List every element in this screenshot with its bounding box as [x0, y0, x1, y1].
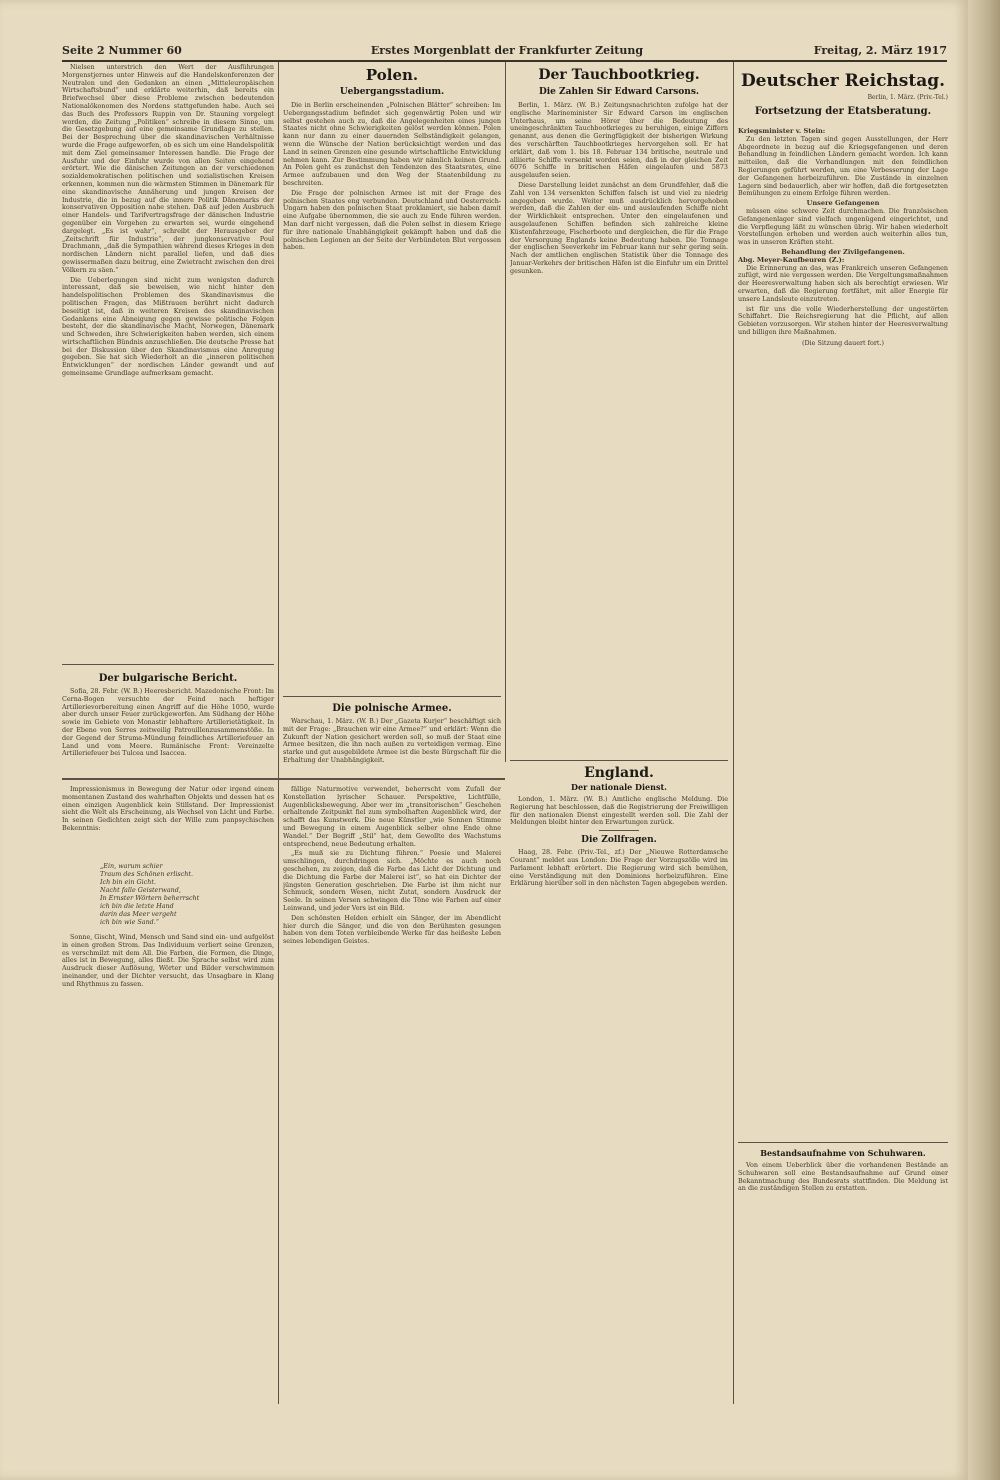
article-reichstag [738, 128, 948, 928]
article-subheading: Der nationale Dienst. [571, 782, 667, 792]
feuilleton-text [283, 786, 501, 1404]
article-polen [283, 102, 501, 682]
poem-line: Traum des Schönen erlischt. [100, 870, 193, 878]
article-subheading: Die Zahlen Sir Edward Carsons. [538, 87, 700, 97]
article-heading: Die Zollfragen. [581, 835, 657, 846]
article-subheading: Uebergangsstadium. [339, 87, 445, 97]
poem [100, 862, 270, 926]
article-paragraph: Haag, 28. Febr. (Priv.-Tel., zf.) Der „Nieuwe Rotterdamsche Courant“ meldet aus London: Die Frage der Vorzugszölle wird im Parlament lebhaft erörtert. Die Regierung wird sich bemühen, eine Verständigung mit den Dominions herbeizuführen. Eine Erklärung hierüber soll in den nächsten Tagen abgegeben werden. [510, 848, 728, 888]
article-bulgarian-report [62, 672, 274, 772]
article-paragraph: London, 1. März. (W. B.) Amtliche englische Meldung. Die Regierung hat beschlossen, daß die Registrierung der Freiwilligen für den nationalen Dienst eingestellt werden soll. Die Zahl der Meldungen bleibt hinter den Erwartungen zurück. [510, 795, 728, 827]
column-rule [278, 62, 279, 1404]
article-skandinavismus [62, 64, 274, 614]
newspaper-title: Erstes Morgenblatt der Frankfurter Zeitung [370, 44, 644, 57]
article-paragraph: Diese Darstellung leidet zunächst an dem Grundfehler, daß die Zahl von 134 versenkten Schiffen falsch ist und viel zu niedrig angegeben wurde. Weiter muß ausdrücklich hervorgehoben werden, daß die Zahlen der ein- und auslaufenden Schiffe nicht der Wirklichkeit entsprechen. Unter den eingelaufenen und ausgelaufenen Schiffen befinden sich zahlreiche kleine Küstenfahrzeuge, Fischerboote und dergleichen, die für die Frage der Versorgung Englands keine Bedeutung haben. Die Tonnage der englischen Seeverkehr im Februar kann nur sehr gering sein. Nach der amtlichen englischen Statistik über die Tonnage des Januar-Verkehrs der britischen Häfen ist die Einfuhr um ein Drittel gesunken. [510, 180, 728, 275]
section-rule [283, 696, 501, 697]
feuilleton-text [62, 934, 274, 1404]
poem-line: ich bin die letzte Hand [100, 902, 174, 910]
feuilleton-paragraph: „Es muß sie zu Dichtung führen.“ Poesie und Malerei umschlingen, durchdringen sich. „Möchte es auch noch geschehen, zu zeigen, daß die Farbe das Licht der Dichtung und die Dichtung die Farbe der Malerei ist“, so hat ein Dichter der jüngsten Generation geschrieben. Die Farbe ist ihm nicht nur Schmuck, sondern Wesen, nicht Zutat, sondern Ausdruck der Seele. In seinen Versen schwingen die Töne wie Farben auf einer Leinwand, und jeder Vers ist ein Bild. [283, 849, 501, 912]
poem-line: Nacht falle Geisterwand, [100, 886, 181, 894]
article-paragraph: Warschau, 1. März. (W. B.) Der „Gazeta Kurjer“ beschäftigt sich mit der Frage: „Brauchen wir eine Armee?“ und erklärt: Wenn die Zukunft der Nation gesichert werden soll, so muß der Staat eine Armee besitzen, die ihn nach außen zu verteidigen vermag. Eine starke und gut ausgebildete Armee ist die beste Bürgschaft für die Erhaltung der Unabhängigkeit. [283, 717, 501, 764]
speaker-name: Kriegsminister v. Stein: [738, 128, 826, 135]
article-paragraph: Von einem Ueberblick über die vorhandenen Bestände an Schuhwaren soll eine Bestandsaufnahme auf Grund einer Bekanntmachung des Bundesrats stattfinden. Die Meldung ist an die zuständigen Stellen zu erstatten. [738, 1161, 948, 1193]
dateline: Berlin, 1. März. (Priv.-Tel.) [867, 94, 948, 101]
section-subheading: Unsere Gefangenen [806, 199, 880, 208]
feuilleton-paragraph: Sonne, Gischt, Wind, Mensch und Sand sind ein- und aufgelöst in einen großen Strom. Das Individuum verliert seine Grenzen, es verschmilzt mit dem All. Die Farben, die Formen, die Dinge, alles ist in Bewegung, alles fließt. Die Sprache selbst wird zum Ausdruck dieser Auflösung, Wörter und Bilder verschwimmen ineinander, und der Dichter versucht, das Unsagbare in Klang und Rhythmus zu fassen. [62, 934, 274, 988]
page-number: Seite 2 Nummer 60 [62, 44, 182, 57]
article-heading: Deutscher Reichstag. [740, 71, 946, 91]
feuilleton-paragraph: fällige Naturmotive verwendet, beherrscht vom Zufall der Konstellation lyrischer Schauer. Perspektive, Lichtfülle, Augenblicksbewegung. Aber wer im „transitorischen“ Geschehen erhaltende Zeitpunkt fiel zum symbolhaften Augenblick wird, der schafft das Kunstwerk. Die neue Künstler „wie Sonnen Stimme und Bewegung in einem Augenblick selber ohne Ende ohne Wandel.“ Der Begriff „Stil“ hat, dem Gewollte des Wachstums entsprechend, neue Bedeutung erhalten. [283, 786, 501, 848]
article-paragraph: Nielsen unterstrich den Wert der Ausführungen Morgenstjernes unter Hinweis auf die Handelskonferenzen der Neutralen und den Gedanken an einen „Mitteleuropäischen Wirtschaftsbund“ und erklärte weiterhin, daß bereits ein Briefwechsel über diese Probleme zwischen bedeutenden Nationalökonomen des Nordens stattgefunden habe. Auch sei das Buch des Professors Ruppin von Dr. Stauning vorgelegt worden, die Zeitung „Politiken“ schreibe in diesem Sinne, um die Gesetzgebung auf eine gemeinsame Grundlage zu stellen. Bei der Besprechung über die skandinavischen Verhältnisse wurde die Frage aufgeworfen, ob es sich um eine Handelspolitik mit dem Ziel gemeinsamer Interessen handle. Die Frage der Ausfuhr und der Einfuhr wurde von allen Seiten eingehend erörtert. Wie die dänischen Zeitungen an der verschiedenen sozialdemokratischen politischen und sozialistischen Kreisen erkennen, kommen nun die wärmsten Stimmen in Dänemark für eine skandinavische Annäherung und jungen Kreisen der Industrie, die in bezug auf die innere Politik Dänemarks der konservativen Opposition nahe stehen. Daß auf jeden Ausbruch einer Handels- und Tarifvertragsfrage der dänischen Industrie gegenüber ein Vorgehen zu erwarten sei, wurde eingehend dargelegt. „Es ist wahr“, schreibt der Herausgeber der „Zeitschrift für Industrie“, der jungkonservative Poul Drachmann, „daß die Sympathien während dieses Krieges in den nordischen Ländern nicht parallel liefen, und daß dies gewissermaßen dazu beitrug, eine Zwietracht zwischen den drei Völkern zu säen.“ [62, 64, 274, 274]
article-subheading: Fortsetzung der Etatsberatung. [754, 105, 932, 117]
article-polish-army [283, 702, 501, 768]
article-schuhwaren [738, 1148, 948, 1398]
article-paragraph: Die Erinnerung an das, was Frankreich unseren Gefangenen zufügt, wird nie vergessen werden. Die Vergeltungsmaßnahmen der Heeresverwaltung haben sich als berechtigt erwiesen. Wir erwarten, daß die Regierung fortfährt, mit aller Energie für unsere Landsleute einzutreten. [738, 263, 948, 303]
speaker-name: Abg. Meyer-Kaufbeuren (Z.): [738, 255, 845, 264]
article-paragraph: ist für uns die volle Wiederherstellung der ungestörten Schiffahrt. Die Reichsregierung hat die Pflicht, auf allen Gebieten vorzusorgen. Wir stehen hinter der Heeresverwaltung und billigen ihre Maßnahmen. [738, 304, 948, 336]
section-rule [510, 760, 728, 761]
article-paragraph: Die Ueberlegungen sind nicht zum wenigsten dadurch interessant, daß sie beweisen, wie nicht hinter den handelspolitischen Problemen des Skandinavismus die politischen Fragen, das Mißtrauen berührt nicht dadurch beseitigt ist, daß in weiteren Kreisen des skandinavischen Gedankens eine Abneigung gegen gewisse politische Folgen besteht, der die skandinavische Macht, Norwegen, Dänemark und Schweden, ihre Schwierigkeiten haben werden, sich einem wirtschaftlichen Bündnis anzuschließen. Die deutsche Presse hat bei der Diskussion über den Skandinavismus eine Anregung gegeben. Sie hat sich Wiederholt an die „inneren politischen Entwicklungen“ der nordischen Länder gewandt und auf gemeinsame Grundlage aufmerksam gemacht. [62, 275, 274, 378]
column-rule [505, 62, 506, 762]
masthead [62, 42, 947, 62]
article-polen-header [283, 66, 501, 98]
article-paragraph: Berlin, 1. März. (W. B.) Zeitungsnachrichten zufolge hat der englische Marineminister Sir Edward Carson im englischen Unterhaus, um seine Hörer über die Bedeutung des uneingeschränkten Tauchbootkrieges zu beruhigen, einige Ziffern genannt, aus denen die Geringfügigkeit der bisherigen Wirkung des verschärften Tauchbootkrieges hervorgehen soll. Er hat erklärt, daß vom 1. bis 18. Februar 134 britische, neutrale und alliierte Schiffe versenkt worden seien, daß in der gleichen Zeit 6076 Schiffe in britischen Häfen eingelaufen und 5873 ausgelaufen seien. [510, 102, 728, 180]
article-heading: Bestandsaufnahme von Schuhwaren. [760, 1148, 926, 1158]
poem-line: Ich bin ein Gicht. [100, 878, 156, 886]
article-heading: Die polnische Armee. [332, 703, 452, 714]
column-rule [733, 62, 734, 1404]
article-paragraph: müssen eine schwere Zeit durchmachen. Die französischen Gefangenenlager sind vielfach ungenügend eingerichtet, und die Verpflegung läßt zu wünschen übrig. Wir haben wiederholt Vorstellungen erhoben und werden auch weiterhin alles tun, was in unseren Kräften steht. [738, 206, 948, 247]
poem-line: „Ein, warum schier [100, 862, 163, 870]
section-rule [62, 664, 274, 665]
issue-date: Freitag, 2. März 1917 [813, 44, 947, 57]
article-reichstag-header [738, 70, 948, 118]
article-heading: Der Tauchbootkrieg. [538, 67, 700, 83]
article-heading: England. [584, 765, 654, 781]
poem-line: In Ernster Wörtern beherrscht [100, 894, 200, 902]
section-rule [738, 1142, 948, 1143]
feuilleton-paragraph: Den schönsten Helden erhielt ein Sänger, der im Abendlicht hier durch die Sänger, und die von den Berühmten gesungen haben von dem Toten verbleibende Werke für das heißeste Leben seines lebendigen Geistes. [283, 913, 501, 946]
feuilleton-text [62, 786, 274, 856]
article-paragraph: Die Frage der polnischen Armee ist mit der Frage des polnischen Staates eng verbunden. Deutschland und Oesterreich-Ungarn haben den polnischen Staat proklamiert, sie haben damit eine Aufgabe übernommen, die sie auch zu Ende führen werden. Man darf nicht vergessen, daß die Polen selbst in diesem Kriege für ihre nationale Unabhängigkeit gekämpft haben und daß die polnischen Legionen an der Seite der Verbündeten Blut vergossen haben. [283, 188, 501, 252]
article-paragraph: Sofia, 28. Febr. (W. B.) Heeresbericht. Mazedonische Front: Im Cerna-Bogen versuchte der Feind nach heftiger Artillerievorbereitung einen Angriff auf die Höhe 1050, wurde aber durch unser Feuer zurückgeworfen. Am Südhang der Höhe sowie im Gebiete von Monastir lebhaftere Artillerietätigkeit. In der Ebene von Serres zeitweilig Patrouillenzusammenstöße. In der Gegend der Struma-Mündung feindliches Artilleriefeuer an Land und vom Meere. Rumänische Front: Vereinzelte Artilleriefeuer bei Tulcea und Isaccea. [62, 687, 274, 758]
page-edge [968, 0, 1000, 1480]
poem-line: ich bin wie Sand.“ [100, 918, 160, 926]
divider [599, 830, 639, 831]
section-subheading: Behandlung der Zivilgefangenen. [781, 247, 905, 256]
feuilleton-rule [62, 778, 505, 780]
article-tauchboot-header [510, 66, 728, 98]
session-note: (Die Sitzung dauert fort.) [802, 338, 884, 347]
article-tauchbootkrieg [510, 102, 728, 742]
article-england [510, 764, 728, 1064]
article-paragraph: Zu den letzten Tagen sind gegen Ausstellungen, der Herr Abgeordnete in bezug auf die Kriegsgefangenen und deren Behandlung in feindlichen Ländern gemacht worden. Ich kann mitteilen, daß die Verhandlungen mit den feindlichen Regierungen geführt werden, um eine Verbesserung der Lage der Gefangenen herbeizuführen. Die Zustände in einzelnen Lagern sind bedauerlich, aber wir hoffen, daß die fortgesetzten Bemühungen zu einem Erfolge führen werden. [738, 134, 948, 198]
article-heading: Der bulgarische Bericht. [98, 673, 238, 684]
feuilleton-paragraph: Impressionismus in Bewegung der Natur oder irgend einem momentanen Zustand des wahrhaften Objekts und dessen hat es einen einzigen Augenblick kein Stillstand. Der Impressionist sieht die Welt als Erscheinung, als Wechsel von Licht und Farbe. In seinen Gedichten zeigt sich der Wille zum panpsychischen Bekenntnis: [62, 786, 274, 832]
article-paragraph: Die in Berlin erscheinenden „Polnischen Blätter“ schreiben: Im Uebergangsstadium befindet sich gegenwärtig Polen und wir selbst gestehen auch zu, daß die Angelegenheiten eines jungen Staates nicht ohne Schwierigkeiten gelöst werden können. Polen kann nur dann zu einer dauernden Selbständigkeit gelangen, wenn die Wünsche der Nation berücksichtigt werden und das Land in seinen Grenzen eine gesunde wirtschaftliche Entwicklung nehmen kann. Zur Bestimmung haben wir nämlich keinen Grund. An Polen geht es zunächst den Tendenzen des Staatsrates, eine Armee aufzubauen und den Weg der Staatenbildung zu beschreiten. [283, 102, 501, 187]
article-heading: Polen. [365, 66, 419, 84]
poem-line: darin das Meer vergeht [100, 910, 177, 918]
